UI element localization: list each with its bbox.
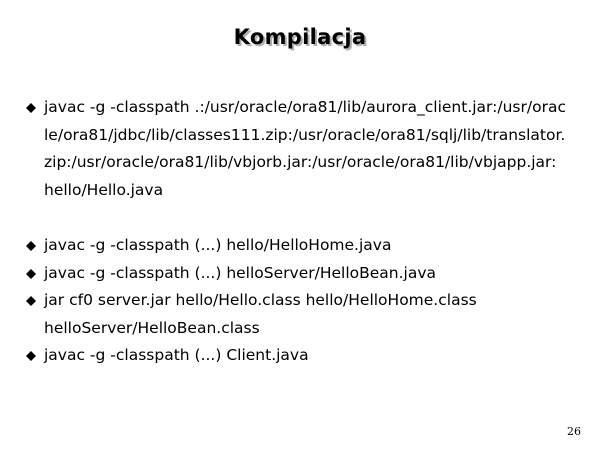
bullet-text: javac -g -classpath (...) Client.java [44, 346, 309, 364]
diamond-bullet-icon [26, 269, 36, 279]
bullet-item-5 [25, 342, 585, 370]
bullet-item-2 [25, 232, 585, 260]
bullet-item-4 [25, 287, 585, 342]
diamond-bullet-icon [26, 241, 36, 251]
bullet-item-3 [25, 260, 585, 288]
diamond-bullet-icon [26, 351, 36, 361]
bullet-text: jar cf0 server.jar hello/Hello.class hello/HelloHome.class helloServer/HelloBean.class [44, 291, 477, 337]
page-number: 26 [567, 425, 581, 438]
diamond-bullet-icon [26, 296, 36, 306]
diamond-bullet-icon [26, 103, 36, 113]
slide-title: Kompilacja [233, 25, 367, 49]
bullet-item-1 [25, 94, 585, 232]
bullet-text: javac -g -classpath (...) helloServer/HelloBean.java [44, 263, 437, 282]
bullet-text: javac -g -classpath .:/usr/oracle/ora81/lib/aurora_client.jar:/usr/oracle/ora81/jdbc/lib/classes111.zip:/usr/oracle/ora81/sqlj/lib/translator.zip:/usr/oracle/ora81/lib/vbjorb.jar:/usr/oracle/ora81/lib/vbjapp.jar:hello/Hello.java [44, 98, 566, 199]
bullet-list [25, 94, 585, 370]
bullet-text: javac -g -classpath (...) hello/HelloHome.java [44, 236, 392, 254]
